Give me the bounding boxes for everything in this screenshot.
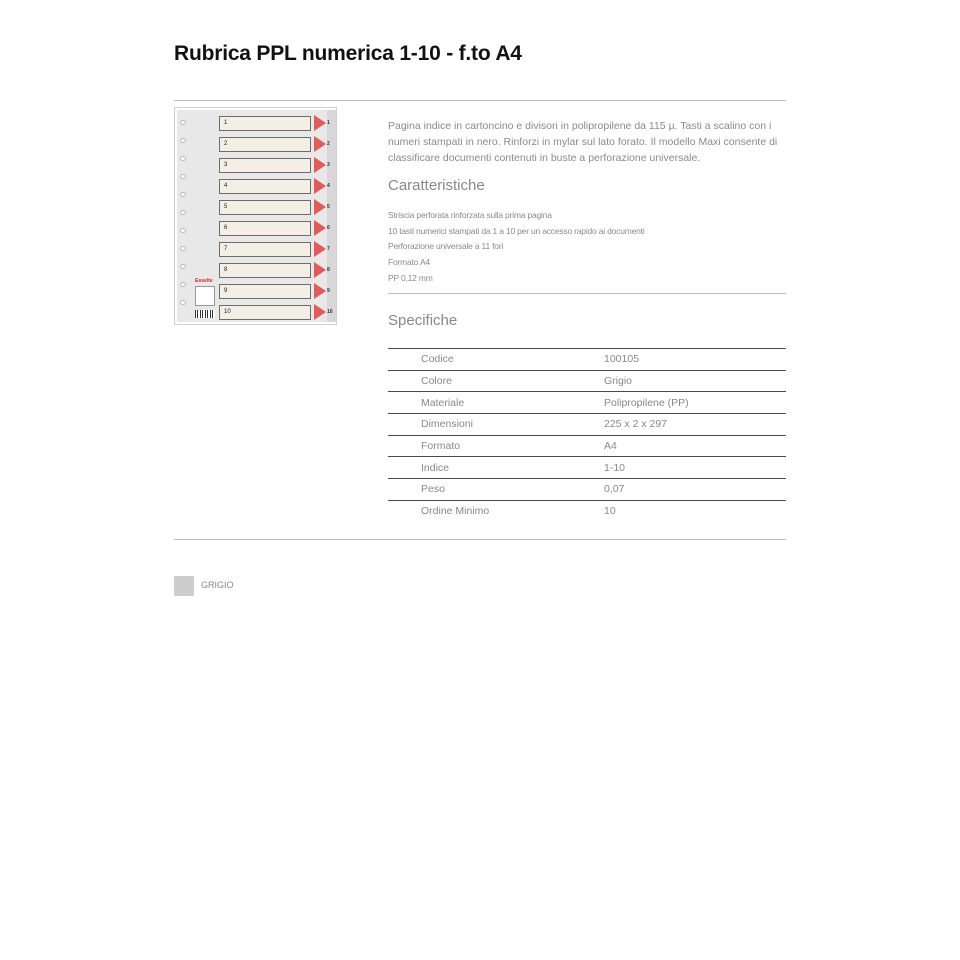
feature-item: 10 tasti numerici stampati da 1 a 10 per un accesso rapido ai documenti bbox=[388, 225, 645, 236]
punch-holes bbox=[180, 116, 188, 316]
tab-arrow bbox=[314, 262, 326, 278]
spec-value: 100105 bbox=[604, 353, 640, 366]
punch-hole bbox=[180, 300, 186, 305]
tab-arrow bbox=[314, 304, 326, 320]
index-tab: 3 bbox=[219, 158, 311, 173]
table-row bbox=[388, 414, 786, 436]
product-description: Pagina indice in cartoncino e divisori in polipropilene da 115 µ. Tasti a scalino con i numeri stampati in nero. Rinforzi in mylar sul lato forato. Il modello Maxi consente di classificare documenti contenuti in buste a perforazione universale. bbox=[388, 120, 778, 164]
bottom-divider bbox=[174, 539, 786, 540]
punch-hole bbox=[180, 120, 186, 125]
index-sheet bbox=[177, 110, 334, 322]
table-row bbox=[388, 349, 786, 371]
spec-value: Grigio bbox=[604, 375, 633, 388]
spec-label: Peso bbox=[421, 483, 445, 496]
tab-number: 6 bbox=[327, 225, 330, 231]
label-box bbox=[195, 286, 215, 306]
spec-label: Indice bbox=[421, 461, 450, 474]
table-row bbox=[388, 457, 786, 479]
specs-table bbox=[388, 348, 786, 522]
page-title: Rubrica PPL numerica 1-10 - f.to A4 bbox=[174, 42, 522, 65]
tab-arrow bbox=[314, 199, 326, 215]
tab-number: 3 bbox=[327, 162, 330, 168]
index-tab: 9 bbox=[219, 284, 311, 299]
punch-hole bbox=[180, 228, 186, 233]
tab-arrow bbox=[314, 241, 326, 257]
tab-number: 8 bbox=[327, 267, 330, 273]
specs-heading: Specifiche bbox=[388, 312, 458, 329]
top-divider bbox=[174, 100, 786, 101]
table-row bbox=[388, 479, 786, 501]
spec-label: Colore bbox=[421, 375, 452, 388]
index-tab: 4 bbox=[219, 179, 311, 194]
index-tab: 8 bbox=[219, 263, 311, 278]
tab-arrow bbox=[314, 220, 326, 236]
product-image bbox=[174, 107, 337, 325]
feature-item: PP 0,12 mm bbox=[388, 272, 433, 283]
spec-value: Polipropilene (PP) bbox=[604, 396, 689, 409]
tab-number: 2 bbox=[327, 141, 330, 147]
punch-hole bbox=[180, 138, 186, 143]
punch-hole bbox=[180, 264, 186, 269]
spec-value: 0,07 bbox=[604, 483, 625, 496]
features-list bbox=[388, 208, 645, 286]
color-swatch-label: GRIGIO bbox=[201, 580, 234, 590]
tab-number: 9 bbox=[327, 288, 330, 294]
punch-hole bbox=[180, 282, 186, 287]
tab-arrow bbox=[314, 283, 326, 299]
spec-value: 1-10 bbox=[604, 461, 626, 474]
section-divider bbox=[388, 293, 786, 294]
index-tab: 6 bbox=[219, 221, 311, 236]
spec-label: Formato bbox=[421, 440, 461, 453]
punch-hole bbox=[180, 174, 186, 179]
feature-item: Perforazione universale a 11 fori bbox=[388, 241, 504, 252]
spec-value: A4 bbox=[604, 440, 617, 453]
feature-item: Striscia perforata rinforzata sulla prima pagina bbox=[388, 210, 552, 220]
spec-label: Ordine Minimo bbox=[421, 505, 490, 518]
tab-number: 4 bbox=[327, 183, 330, 189]
index-tab: 5 bbox=[219, 200, 311, 215]
index-tab: 1 bbox=[219, 116, 311, 131]
tab-number: 7 bbox=[327, 246, 330, 252]
punch-hole bbox=[180, 156, 186, 161]
index-tab: 10 bbox=[219, 305, 311, 320]
spec-value: 10 bbox=[604, 505, 616, 518]
tab-number: 10 bbox=[327, 309, 333, 315]
features-heading: Caratteristiche bbox=[388, 177, 485, 194]
punch-hole bbox=[180, 210, 186, 215]
tab-arrow bbox=[314, 157, 326, 173]
index-tab: 2 bbox=[219, 137, 311, 152]
brand-logo: Esselte bbox=[195, 278, 213, 284]
table-row bbox=[388, 392, 786, 414]
spec-label: Dimensioni bbox=[421, 418, 473, 431]
tab-arrow bbox=[314, 115, 326, 131]
index-tab: 7 bbox=[219, 242, 311, 257]
barcode-icon bbox=[195, 310, 215, 318]
spec-label: Codice bbox=[421, 353, 454, 366]
punch-hole bbox=[180, 192, 186, 197]
tab-number: 1 bbox=[327, 120, 330, 126]
punch-hole bbox=[180, 246, 186, 251]
table-row bbox=[388, 435, 786, 457]
spec-label: Materiale bbox=[421, 396, 465, 409]
table-row bbox=[388, 370, 786, 392]
table-row bbox=[388, 500, 786, 522]
color-swatch[interactable] bbox=[174, 576, 194, 596]
tab-arrow bbox=[314, 136, 326, 152]
feature-item: Formato A4 bbox=[388, 257, 430, 268]
tab-number: 5 bbox=[327, 204, 330, 210]
spec-value: 225 x 2 x 297 bbox=[604, 418, 668, 431]
tab-arrow bbox=[314, 178, 326, 194]
